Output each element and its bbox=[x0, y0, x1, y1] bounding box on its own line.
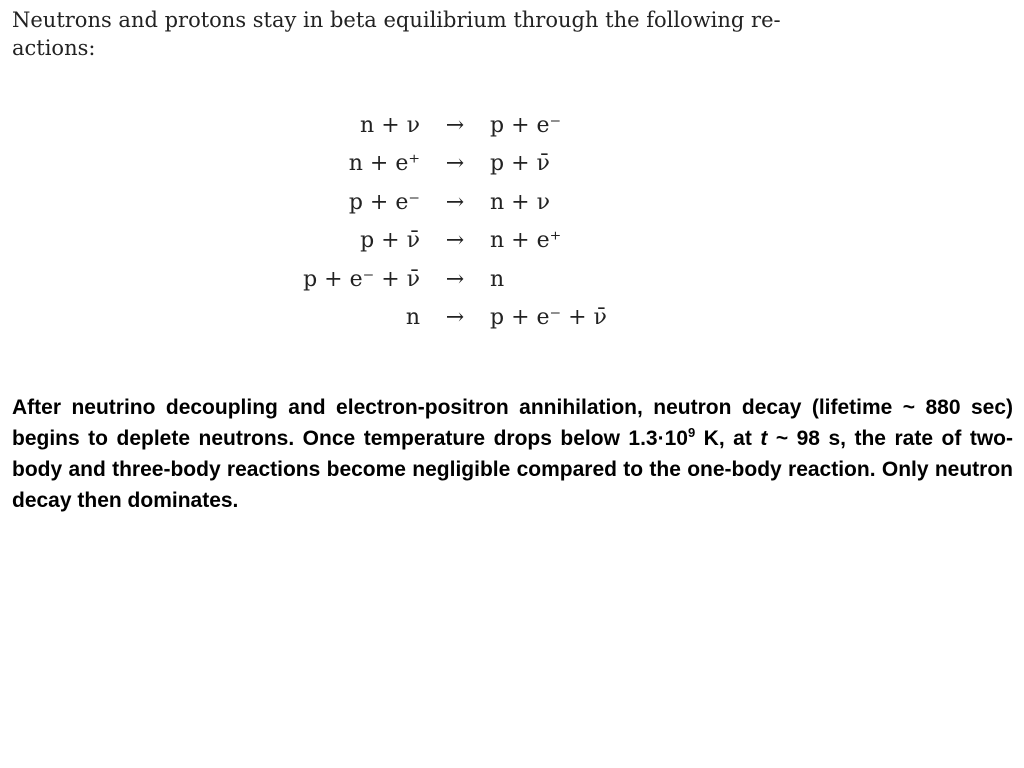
arrow-icon: → bbox=[445, 305, 465, 331]
reaction-rhs: n + e⁺ bbox=[490, 228, 562, 254]
paragraph-part-3: ~ 98 s, the rate of two-body and three-body reactions become negligible compared to the one-body reaction. Only neutron decay then dominates. bbox=[12, 427, 1013, 512]
reaction-lhs: p + e⁻ + ν̄ bbox=[303, 266, 420, 292]
time-variable: t bbox=[760, 427, 768, 450]
reaction-lhs: n bbox=[405, 305, 420, 331]
arrow-icon: → bbox=[445, 189, 465, 215]
reaction-rhs: p + e⁻ bbox=[490, 112, 562, 138]
reaction-row bbox=[260, 222, 640, 261]
reaction-rhs: p + e⁻ + ν̄ bbox=[490, 305, 607, 331]
reaction-row bbox=[260, 260, 640, 299]
reaction-lhs: n + ν bbox=[360, 112, 420, 138]
paragraph-part-1: After neutrino decoupling and electron-positron annihilation, neutron decay (lifetime ~ 880 sec) begins to deplete neutrons. Once temperature drops below 1.3·10 bbox=[12, 396, 1013, 450]
arrow-icon: → bbox=[445, 151, 465, 177]
reaction-rhs: n + ν bbox=[490, 189, 550, 215]
reaction-row bbox=[260, 299, 640, 338]
reaction-lhs: p + ν̄ bbox=[360, 228, 420, 254]
arrow-icon: → bbox=[445, 228, 465, 254]
reaction-row bbox=[260, 106, 640, 145]
reaction-list bbox=[260, 106, 640, 337]
reaction-row bbox=[260, 183, 640, 222]
arrow-icon: → bbox=[445, 112, 465, 138]
body-paragraph bbox=[12, 392, 1013, 516]
reaction-lhs: p + e⁻ bbox=[348, 189, 420, 215]
intro-line-2: actions: bbox=[12, 36, 96, 60]
intro-text bbox=[12, 6, 1014, 62]
reaction-lhs: n + e⁺ bbox=[348, 151, 420, 177]
reaction-row bbox=[260, 145, 640, 184]
reaction-rhs: p + ν̄ bbox=[490, 151, 550, 177]
paragraph-part-2: K, at bbox=[695, 427, 761, 450]
reaction-rhs: n bbox=[490, 266, 505, 292]
arrow-icon: → bbox=[445, 266, 465, 292]
intro-line-1: Neutrons and protons stay in beta equilibrium through the following re- bbox=[12, 8, 781, 32]
temperature-exponent: 9 bbox=[687, 425, 696, 440]
